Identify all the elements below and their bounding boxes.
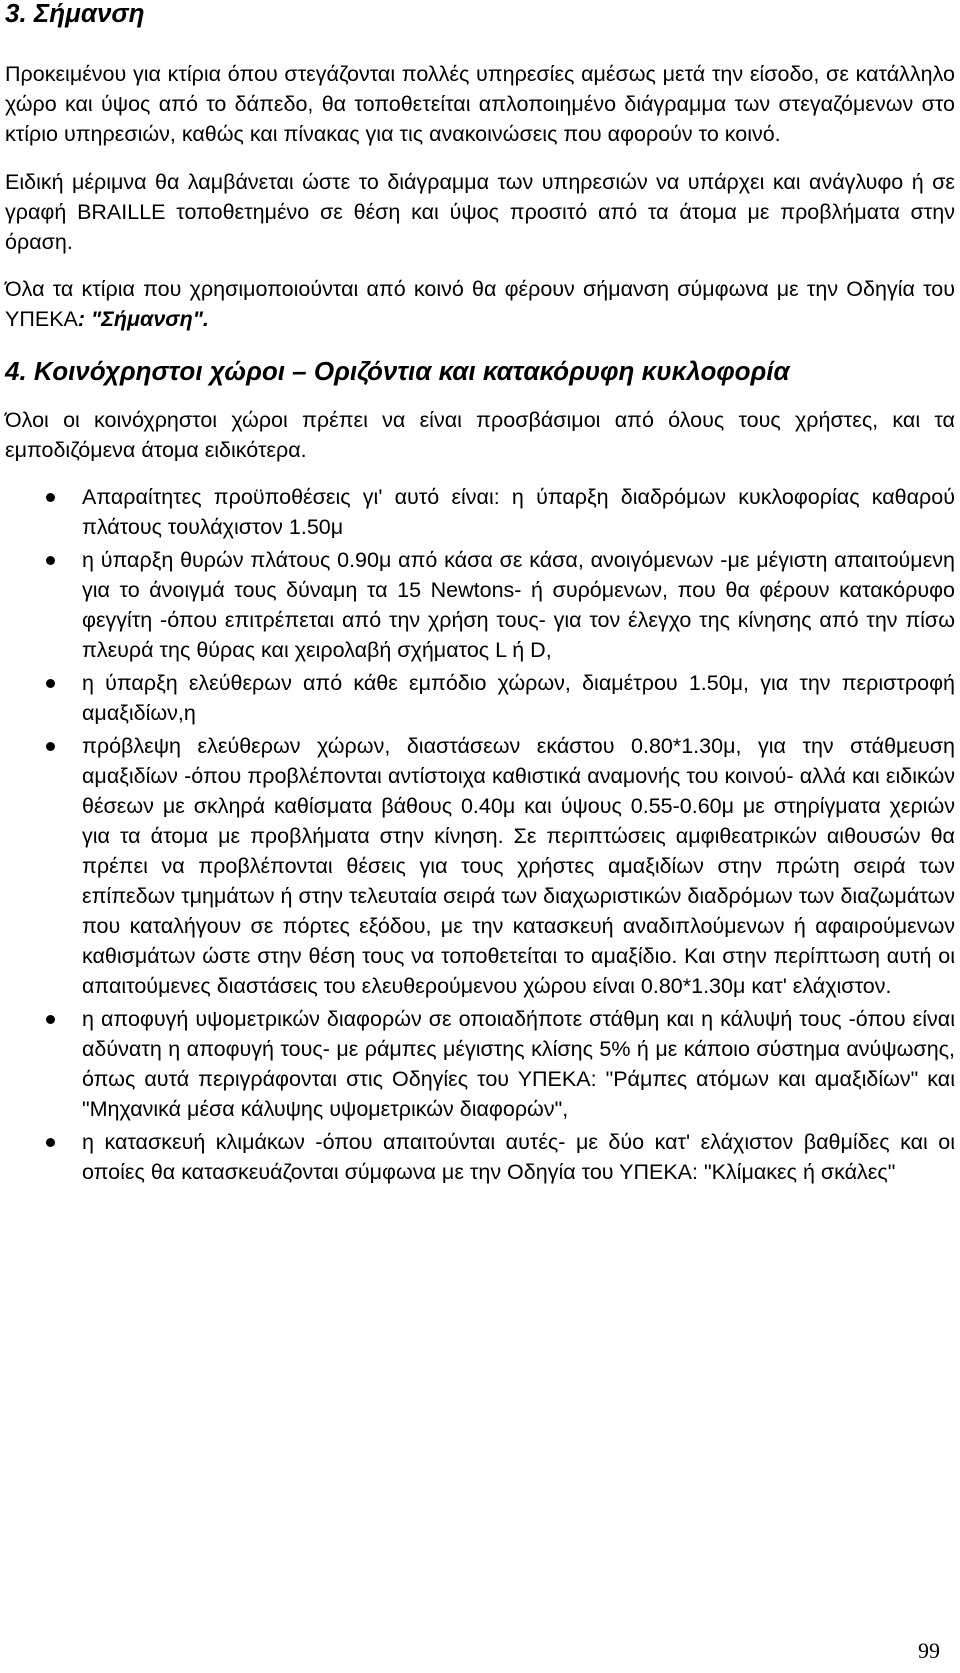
guideline-title-emphasis: : "Σήμανση". [77, 307, 209, 331]
list-item [5, 545, 955, 665]
paragraph-building-directory: Προκειμένου για κτίρια όπου στεγάζονται πολλές υπηρεσίες αμέσως μετά την είσοδο, σε κατάλληλο χώρο και ύψος από το δάπεδο, θα τοποθετείται απλοποιημένο διάγραμμα των στεγαζόμενων στο κτίριο υπηρεσιών, καθώς και πίνακας για τις ανακοινώσεις που αφορούν το κοινό. [5, 62, 955, 146]
bullet-icon [46, 1138, 55, 1147]
list-item [5, 1127, 955, 1187]
list-item [5, 668, 955, 728]
section-heading-signage: 3. Σήμανση [5, 0, 145, 28]
list-item-text: Απαραίτητες προϋποθέσεις γι' αυτό είναι: η ύπαρξη διαδρόμων κυκλοφορίας καθαρού πλάτους τουλάχιστον 1.50μ [82, 485, 955, 539]
document-page [5, 0, 955, 1190]
section-heading-common-areas: 4. Κοινόχρηστοι χώροι – Οριζόντια και κατακόρυφη κυκλοφορία [5, 356, 790, 386]
list-item-text: η ύπαρξη θυρών πλάτους 0.90μ από κάσα σε κάσα, ανοιγόμενων -με μέγιστη απαιτούμενη για το άνοιγμά τους δύναμη τα 15 Newtons- ή συρόμενων, που θα φέρουν κατακόρυφο φεγγίτη -όπου επιτρέπεται από την χρήση τους- για τον έλεγχο της κίνησης από την πίσω πλευρά της θύρας και χειρολαβή σχήματος L ή D, [82, 548, 955, 662]
bullet-icon [46, 556, 55, 565]
list-item [5, 731, 955, 1001]
bullet-icon [46, 742, 55, 751]
list-item-text: η κατασκευή κλιμάκων -όπου απαιτούνται αυτές- με δύο κατ' ελάχιστον βαθμίδες και οι οποίες θα κατασκευάζονται σύμφωνα με την Οδηγία του ΥΠΕΚΑ: "Κλίμακες ή σκάλες" [82, 1130, 955, 1184]
paragraph-braille-directory: Ειδική μέριμνα θα λαμβάνεται ώστε το διάγραμμα των υπηρεσιών να υπάρχει και ανάγλυφο ή σε γραφή BRAILLE τοποθετημένο σε θέση και ύψος προσιτό από τα άτομα με προβλήματα στην όραση. [5, 170, 955, 254]
page-number: 99 [918, 1638, 940, 1663]
bullet-icon [46, 1015, 55, 1024]
list-item-text: η ύπαρξη ελεύθερων από κάθε εμπόδιο χώρων, διαμέτρου 1.50μ, για την περιστροφή αμαξιδίων,η [82, 671, 955, 725]
requirements-list [5, 482, 955, 1187]
paragraph-common-areas-intro: Όλοι οι κοινόχρηστοι χώροι πρέπει να είναι προσβάσιμοι από όλους τους χρήστες, και τα εμποδιζόμενα άτομα ειδικότερα. [5, 408, 955, 462]
list-item-text: πρόβλεψη ελεύθερων χώρων, διαστάσεων εκάστου 0.80*1.30μ, για την στάθμευση αμαξιδίων -όπου προβλέπονται αντίστοιχα καθιστικά αναμονής του κοινού- αλλά και ειδικών θέσεων με σκληρά καθίσματα βάθους 0.40μ και ύψους 0.55-0.60μ με στηρίγματα χεριών για τα άτομα με προβλήματα στην κίνηση. Σε περιπτώσεις αμφιθεατρικών αιθουσών θα πρέπει να προβλέπονται θέσεις για τους χρήστες αμαξιδίων στην πρώτη σειρά των επίπεδων τμημάτων ή στην τελευταία σειρά των διαχωριστικών διαδρόμων των διαζωμάτων που καταλήγουν σε πόρτες εξόδου, με την κατασκευή αναδιπλούμενων ή αφαιρούμενων καθισμάτων ώστε στην θέση τους να τοποθετείται το αμαξίδιο. Και στην περίπτωση αυτή οι απαιτούμενες διαστάσεις του ελευθερούμενου χώρου είναι 0.80*1.30μ κατ' ελάχιστον. [82, 734, 955, 998]
list-item-text: η αποφυγή υψομετρικών διαφορών σε οποιαδήποτε στάθμη και η κάλυψή τους -όπου είναι αδύνατη η αποφυγή τους- με ράμπες μέγιστης κλίσης 5% ή με κάποιο σύστημα ανύψωσης, όπως αυτά περιγράφονται στις Οδηγίες του ΥΠΕΚΑ: "Ράμπες ατόμων και αμαξιδίων" και "Μηχανικά μέσα κάλυψης υψομετρικών διαφορών", [82, 1007, 955, 1121]
bullet-icon [46, 679, 55, 688]
paragraph-signage-guideline [5, 274, 955, 334]
paragraph-signage-text: Όλα τα κτίρια που χρησιμοποιούνται από κοινό θα φέρουν σήμανση σύμφωνα με την Οδηγία του ΥΠΕΚΑ [5, 277, 955, 331]
bullet-icon [46, 493, 55, 502]
list-item [5, 482, 955, 542]
list-item [5, 1004, 955, 1124]
